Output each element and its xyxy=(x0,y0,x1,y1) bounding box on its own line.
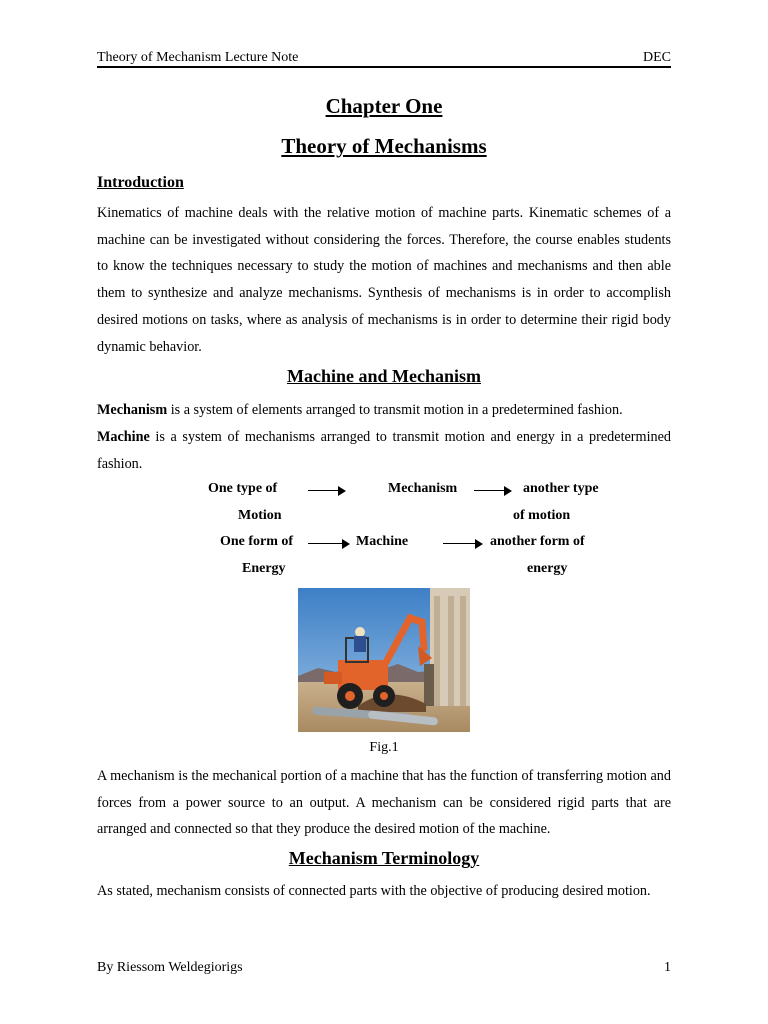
mechanism-term: Mechanism xyxy=(97,402,168,418)
flow-row2-output-a: another form of xyxy=(490,534,585,549)
flow-row2-input-b: Energy xyxy=(242,561,286,576)
header-title: Theory of Mechanism Lecture Note xyxy=(97,50,299,65)
introduction-paragraph: Kinematics of machine deals with the relative motion of machine parts. Kinematic schemes of a machine can be investigated without considering the forces. Therefore, the course enables students to know the techniques necessary to study the motion of machines and mechanisms and then able them to synthesize and analyze mechanisms. Synthesis of mechanisms is in order to accomplish desired motions on tasks, where as analysis of mechanisms is in order to determine their rigid body dynamic behavior. xyxy=(97,205,671,355)
flow-arrow-3 xyxy=(308,539,350,549)
machine-mechanism-heading: Machine and Mechanism xyxy=(286,366,481,386)
header-rule xyxy=(97,66,671,68)
chapter-title: Theory of Mechanisms xyxy=(281,134,487,158)
mechanism-paragraph: A mechanism is the mechanical portion of a machine that has the function of transferring motion and forces from a power source to an output. A mechanism can be considered rigid parts that are arranged and connected so that they produce the desired motion of the machine. xyxy=(97,768,671,838)
flow-row1-mechanism: Mechanism xyxy=(388,481,458,496)
terminology-paragraph: As stated, mechanism consists of connected parts with the objective of producing desired motion. xyxy=(97,883,651,899)
footer-author: By Riessom Weldegiorigs xyxy=(97,960,243,975)
machine-def-text: is a system of mechanisms arranged to transmit motion and energy in a predetermined fashion. xyxy=(97,429,671,472)
flow-row1-output-b: of motion xyxy=(513,508,571,523)
terminology-heading: Mechanism Terminology xyxy=(288,848,480,868)
flow-arrow-1 xyxy=(308,486,346,496)
figure-caption: Fig.1 xyxy=(369,740,399,755)
flow-row2-output-b: energy xyxy=(527,561,568,576)
flow-row1-output-a: another type xyxy=(523,481,599,496)
mechanism-def-text: is a system of elements arranged to transmit motion in a predetermined fashion. xyxy=(167,402,623,418)
flow-row1-input-b: Motion xyxy=(238,508,282,523)
header-month: DEC xyxy=(643,50,671,65)
page-number: 1 xyxy=(664,960,671,975)
chapter-heading: Chapter One xyxy=(325,94,443,118)
flow-row1-input-a: One type of xyxy=(208,481,278,496)
machine-definition xyxy=(97,424,671,477)
flow-row2-machine: Machine xyxy=(356,534,409,549)
introduction-heading: Introduction xyxy=(97,174,184,191)
mechanism-definition xyxy=(97,397,671,424)
flow-arrow-2 xyxy=(474,486,512,496)
backhoe-photo xyxy=(298,588,470,732)
flow-row2-input-a: One form of xyxy=(220,534,294,549)
machine-term: Machine xyxy=(97,429,150,445)
flow-arrow-4 xyxy=(443,539,483,549)
page-footer xyxy=(97,960,671,976)
page-header xyxy=(97,46,671,66)
